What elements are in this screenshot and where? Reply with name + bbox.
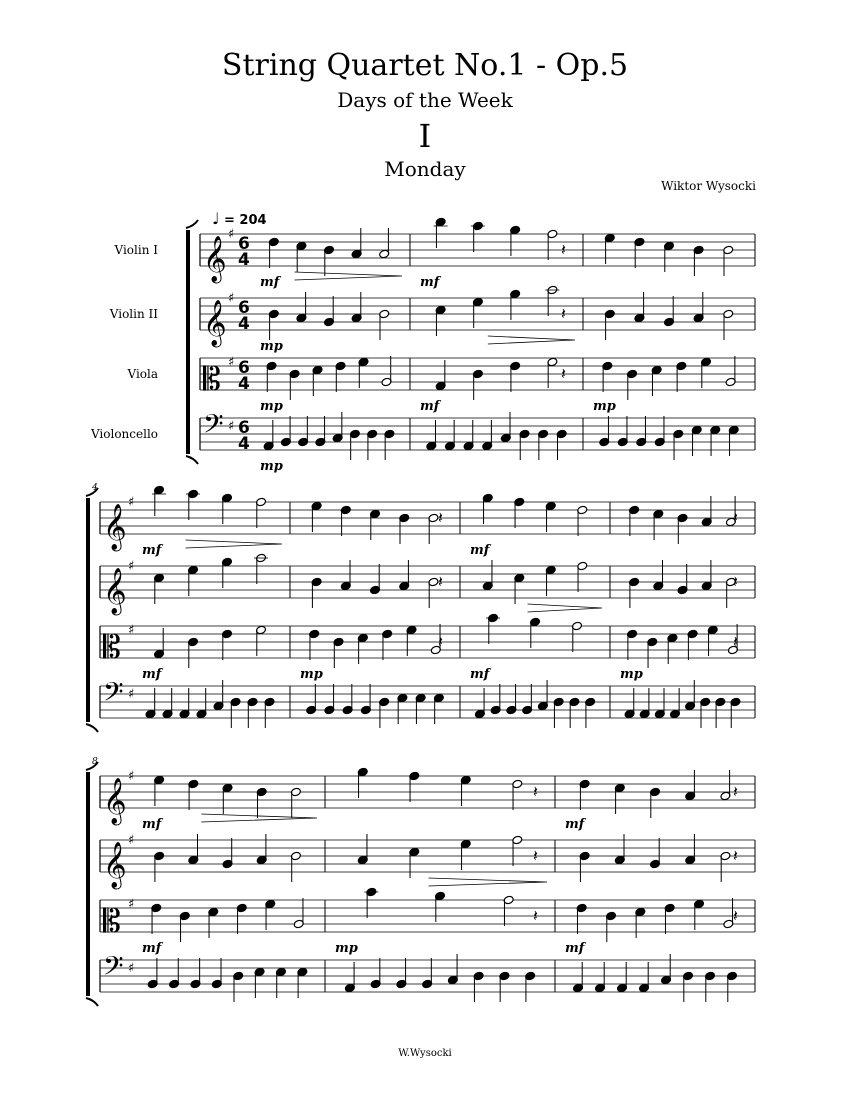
key-signature-sharp: ♯ — [228, 227, 235, 242]
quarter-rest: 𝄽 — [438, 632, 443, 651]
staff-violoncello — [100, 676, 755, 728]
staff-violin-ii — [100, 833, 755, 890]
system-1 — [90, 217, 755, 474]
time-signature-top: 6 — [238, 298, 250, 318]
quarter-note-icon: ♩ — [212, 209, 220, 228]
quarter-rest: 𝄽 — [438, 572, 443, 591]
footer-credit: W.Wysocki — [398, 1048, 452, 1059]
time-signature-bottom: 4 — [238, 314, 250, 334]
decrescendo-hairpin — [295, 272, 403, 280]
time-signature-bottom: 4 — [238, 250, 250, 270]
key-signature-sharp: ♯ — [128, 495, 135, 510]
staff-violoncello — [100, 950, 755, 1002]
system-3 — [86, 757, 755, 1006]
dynamic-mf: mf — [565, 941, 585, 956]
dynamic-mf: mf — [420, 399, 440, 414]
quarter-rest: 𝄽 — [733, 906, 738, 925]
time-signature-top: 6 — [238, 234, 250, 254]
movement-number: I — [418, 117, 432, 155]
dynamic-mp: mp — [300, 667, 323, 682]
dynamic-mf: mf — [420, 275, 440, 290]
key-signature-sharp: ♯ — [228, 291, 235, 306]
score-title: String Quartet No.1 - Op.5 — [221, 48, 629, 83]
treble-clef: 𝄞 — [203, 236, 227, 282]
treble-clef: 𝄞 — [203, 300, 227, 346]
dynamic-mf: mf — [565, 817, 585, 832]
dynamic-mp: mp — [620, 667, 643, 682]
dynamic-mf: mf — [142, 543, 162, 558]
quarter-rest: 𝄽 — [533, 846, 538, 865]
instrument-label: Violin II — [109, 307, 158, 321]
instrument-label: Violoncello — [90, 427, 158, 441]
treble-clef: 𝄞 — [103, 842, 127, 888]
dynamic-mf: mf — [470, 667, 490, 682]
instrument-label: Violin I — [114, 243, 158, 257]
dynamic-mf: mf — [470, 543, 490, 558]
decrescendo-hairpin — [488, 336, 575, 344]
decrescendo-hairpin — [429, 878, 548, 886]
bracket-top-hook — [186, 220, 198, 228]
bass-clef: 𝄢 — [203, 408, 224, 446]
quarter-rest: 𝄽 — [561, 364, 566, 383]
decrescendo-hairpin — [186, 540, 283, 548]
treble-clef: 𝄞 — [103, 568, 127, 614]
quarter-rest: 𝄽 — [438, 508, 443, 527]
staff-viola — [100, 887, 755, 942]
staff-viola — [100, 613, 755, 668]
composer-name: Wiktor Wysocki — [661, 179, 756, 193]
dynamic-mf: mf — [142, 817, 162, 832]
bracket-bottom-hook — [86, 998, 98, 1006]
measure-number: 8 — [92, 757, 98, 767]
time-signature-top: 6 — [238, 418, 250, 438]
system-2 — [86, 483, 755, 732]
key-signature-sharp: ♯ — [128, 559, 135, 574]
dynamic-mf: mf — [260, 275, 280, 290]
tempo-text: = 204 — [224, 213, 267, 228]
bracket-bottom-hook — [186, 456, 198, 464]
instrument-label: Viola — [127, 367, 158, 381]
time-signature-top: 6 — [238, 358, 250, 378]
dynamic-mp: mp — [260, 339, 283, 354]
quarter-rest: 𝄽 — [733, 632, 738, 651]
key-signature-sharp: ♯ — [128, 961, 135, 976]
alto-clef: 𝄡 — [103, 628, 121, 666]
quarter-rest: 𝄽 — [733, 572, 738, 591]
quarter-rest: 𝄽 — [733, 846, 738, 865]
dynamic-mp: mp — [260, 399, 283, 414]
dynamic-mp: mp — [593, 399, 616, 414]
key-signature-sharp: ♯ — [128, 897, 135, 912]
staff-viola — [126, 355, 755, 400]
bracket-bottom-hook — [86, 724, 98, 732]
quarter-rest: 𝄽 — [733, 508, 738, 527]
quarter-rest: 𝄽 — [561, 240, 566, 259]
bass-clef: 𝄢 — [103, 950, 124, 988]
key-signature-sharp: ♯ — [228, 419, 235, 434]
quarter-rest: 𝄽 — [561, 304, 566, 323]
staff-violin-ii — [109, 285, 755, 348]
movement-name: Monday — [384, 157, 466, 181]
time-signature-bottom: 4 — [238, 434, 250, 454]
staff-violin-i — [100, 767, 755, 826]
quarter-rest: 𝄽 — [733, 782, 738, 801]
bass-clef: 𝄢 — [103, 676, 124, 714]
treble-clef: 𝄞 — [103, 778, 127, 824]
key-signature-sharp: ♯ — [228, 355, 235, 370]
measure-number: 4 — [92, 483, 98, 493]
decrescendo-hairpin — [528, 604, 603, 612]
staff-violin-i — [114, 217, 755, 284]
key-signature-sharp: ♯ — [128, 769, 135, 784]
key-signature-sharp: ♯ — [128, 623, 135, 638]
tempo-marking — [212, 209, 267, 228]
dynamic-mf: mf — [142, 667, 162, 682]
key-signature-sharp: ♯ — [128, 687, 135, 702]
dynamic-mp: mp — [260, 459, 283, 474]
staff-violin-i — [100, 485, 755, 552]
time-signature-bottom: 4 — [238, 374, 250, 394]
staff-violin-ii — [100, 553, 755, 616]
score-subtitle: Days of the Week — [337, 88, 513, 112]
quarter-rest: 𝄽 — [533, 782, 538, 801]
quarter-rest: 𝄽 — [533, 906, 538, 925]
alto-clef: 𝄡 — [103, 902, 121, 940]
dynamic-mp: mp — [335, 941, 358, 956]
treble-clef: 𝄞 — [103, 504, 127, 550]
decrescendo-hairpin — [201, 814, 317, 822]
key-signature-sharp: ♯ — [128, 833, 135, 848]
alto-clef: 𝄡 — [203, 360, 221, 398]
dynamic-mf: mf — [142, 941, 162, 956]
